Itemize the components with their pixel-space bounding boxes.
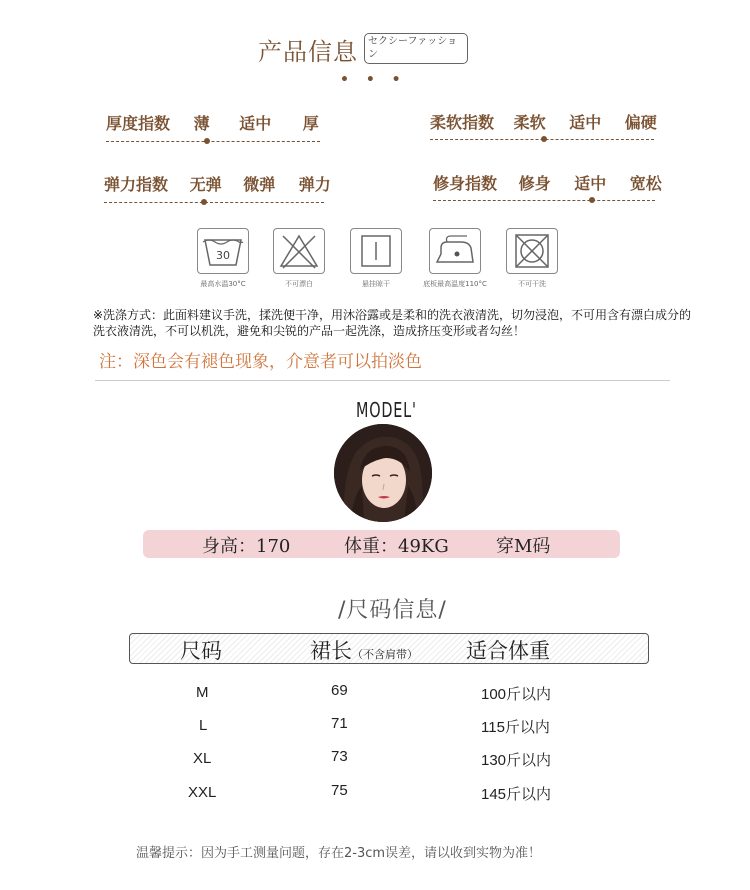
index-option: 适中 xyxy=(569,113,602,132)
model-size: 穿M码 xyxy=(496,536,551,557)
index-option: 薄 xyxy=(193,114,210,133)
title-dots: • • • xyxy=(340,72,407,88)
index-name: 弹力指数 xyxy=(104,175,169,194)
cell-length: 69 xyxy=(331,682,348,699)
no-bleach-icon xyxy=(273,228,325,274)
index-marker xyxy=(589,197,595,203)
index-option: 适中 xyxy=(239,114,272,133)
index-option: 弹力 xyxy=(298,175,331,194)
care-label: 悬挂晾干 xyxy=(362,280,390,288)
index-marker xyxy=(201,199,207,205)
cell-size: M xyxy=(196,684,209,701)
index-option: 修身 xyxy=(518,174,551,193)
index-scale-line xyxy=(104,202,324,203)
index-name: 柔软指数 xyxy=(430,113,495,132)
cell-weight: 145斤以内 xyxy=(481,786,552,803)
index-marker xyxy=(204,138,210,144)
wash-temp: 30 xyxy=(216,249,230,262)
cell-length: 73 xyxy=(331,748,348,765)
index-option: 厚 xyxy=(302,114,319,133)
index-option: 偏硬 xyxy=(624,113,657,132)
cell-size: XL xyxy=(193,750,212,767)
cell-length: 75 xyxy=(331,782,348,799)
divider xyxy=(95,380,670,381)
cell-size: XXL xyxy=(188,784,217,801)
index-option: 适中 xyxy=(574,174,607,193)
index-scale-line xyxy=(433,200,655,201)
model-weight: 体重：49KG xyxy=(344,536,449,557)
care-label: 最高水温30°C xyxy=(200,280,246,288)
color-fade-warning: 注：深色会有褪色现象，介意者可以拍淡色 xyxy=(99,352,422,372)
model-height: 身高：170 xyxy=(202,536,291,557)
hang-dry-icon xyxy=(350,228,402,274)
cell-size: L xyxy=(199,717,208,734)
page-title: 产品信息 xyxy=(258,38,358,66)
care-label: 底板最高温度110°C xyxy=(423,280,487,288)
care-label: 不可干洗 xyxy=(518,280,546,288)
cell-length: 71 xyxy=(331,715,348,732)
header-length-label: 裙长 xyxy=(310,639,352,663)
cell-weight: 100斤以内 xyxy=(481,686,552,703)
index-option: 微弹 xyxy=(243,175,276,194)
cell-weight: 115斤以内 xyxy=(481,719,550,736)
wash-instructions: ※洗涤方式：此面料建议手洗，揉洗便干净，用沐浴露或是柔和的洗衣液清洗，切勿浸泡，不可用含有漂白成分的洗衣液清洗，不可以机洗，避免和尖锐的产品一起洗涤，造成挤压变形或者勾丝！ xyxy=(93,308,692,338)
header-size: 尺码 xyxy=(180,639,222,663)
iron-110-icon xyxy=(429,228,481,274)
index-name: 修身指数 xyxy=(433,174,498,193)
index-scale-line xyxy=(106,141,320,142)
wash-30-icon xyxy=(197,228,249,274)
no-tumble-dry-icon xyxy=(506,228,558,274)
size-info-title: /尺码信息/ xyxy=(338,598,447,623)
index-option: 无弹 xyxy=(189,175,222,194)
model-avatar xyxy=(334,424,432,522)
index-option: 宽松 xyxy=(629,174,662,193)
header-length-note: （不含肩带） xyxy=(352,648,418,661)
title-badge: セクシーファッション xyxy=(364,33,468,64)
cell-weight: 130斤以内 xyxy=(481,752,552,769)
header-weight: 适合体重 xyxy=(466,639,550,663)
model-label: MODEL' xyxy=(356,398,417,422)
index-name: 厚度指数 xyxy=(106,114,171,133)
header-length xyxy=(310,635,418,665)
care-label: 不可漂白 xyxy=(285,280,313,288)
index-option: 柔软 xyxy=(513,113,546,132)
index-marker xyxy=(541,136,547,142)
measurement-tip: 温馨提示：因为手工测量问题，存在2-3cm误差，请以收到实物为准！ xyxy=(136,846,542,861)
